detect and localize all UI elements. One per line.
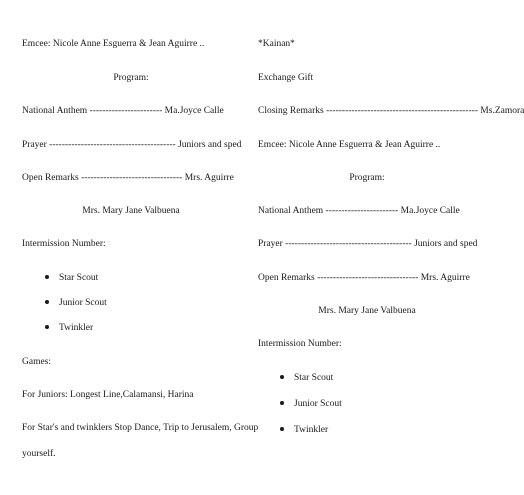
left-anthem: National Anthem ----------------------- Ma.Joyce Calle [22,106,224,116]
right-closing-remarks: Closing Remarks ------------------------------------------------ Ms.Zamora [258,106,524,116]
left-intermission-item [45,297,107,309]
right-speaker: Mrs. Mary Jane Valbuena [318,306,416,316]
bullet-icon [280,427,284,431]
bullet-icon [280,401,284,405]
right-prayer: Prayer ---------------------------------------- Juniors and sped [258,239,478,249]
right-kainan: *Kainan* [258,39,295,49]
right-intermission-item [280,398,342,410]
right-program-heading: Program: [349,173,385,183]
left-stars-games-cont: yourself. [22,449,56,459]
item-label: Twinkler [59,323,94,333]
left-intermission-heading: Intermission Number: [22,239,106,249]
bullet-icon [45,275,49,279]
left-speaker: Mrs. Mary Jane Valbuena [82,206,180,216]
right-exchange-gift: Exchange Gift [258,73,314,83]
right-intermission-heading: Intermission Number: [258,339,342,349]
item-label: Twinkler [294,425,329,435]
bullet-icon [45,325,49,329]
left-emcee: Emcee: Nicole Anne Esguerra & Jean Aguirre .. [22,39,205,49]
item-label: Star Scout [59,273,99,283]
right-anthem: National Anthem ----------------------- Ma.Joyce Calle [258,206,460,216]
item-label: Junior Scout [294,399,342,409]
right-open-remarks: Open Remarks -------------------------------- Mrs. Aguirre [258,273,470,283]
left-games-heading: Games: [22,357,52,367]
item-label: Junior Scout [59,298,107,308]
left-stars-games: For Star's and twinklers Stop Dance, Trip to Jerusalem, Group [22,423,259,433]
left-open-remarks: Open Remarks -------------------------------- Mrs. Aguirre [22,173,234,183]
left-program-heading: Program: [113,73,149,83]
item-label: Star Scout [294,373,334,383]
right-intermission-item [280,424,328,436]
right-intermission-item [280,372,333,384]
bullet-icon [45,300,49,304]
left-prayer: Prayer ---------------------------------------- Juniors and sped [22,140,242,150]
left-juniors-games: For Juniors: Longest Line,Calamansi, Harina [22,390,194,400]
bullet-icon [280,375,284,379]
right-emcee: Emcee: Nicole Anne Esguerra & Jean Aguirre .. [258,140,441,150]
left-intermission-item [45,322,93,334]
left-intermission-item [45,272,98,284]
